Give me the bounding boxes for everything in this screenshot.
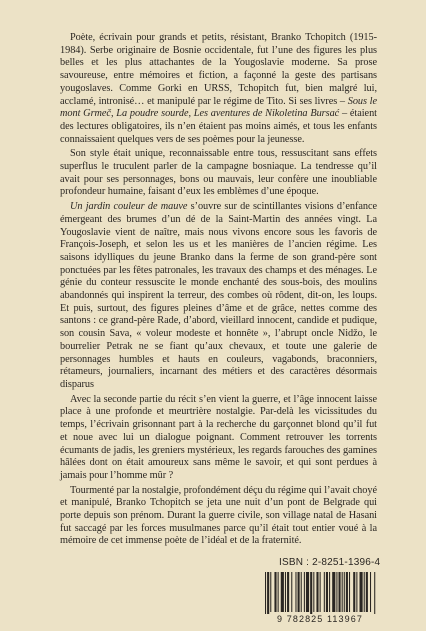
paragraph-4 xyxy=(60,394,377,483)
italic-title: Sous le mont Grmeč, La poudre sourde, Les aventures de Nikoletina Bursać xyxy=(60,95,378,120)
barcode-bars xyxy=(261,572,379,616)
barcode-bar xyxy=(332,572,335,612)
barcode-bar xyxy=(291,572,292,612)
barcode-bar xyxy=(349,572,350,612)
barcode-bar xyxy=(324,572,325,612)
barcode-bar xyxy=(353,572,355,612)
barcode-bar xyxy=(336,572,337,612)
paragraph-1 xyxy=(60,32,377,146)
barcode-bar xyxy=(329,572,330,612)
barcode-bar xyxy=(270,572,271,612)
barcode-bar xyxy=(301,572,302,612)
barcode-digits: 9 782825 113967 xyxy=(261,614,379,624)
barcode-bar xyxy=(346,572,348,612)
paragraph-text: s’ouvre sur de scintillantes visions d’enfance émergeant des brumes d’un dé de la Saint-Martin des années vingt. La Yougoslavie vient de naître, mais nous vivons encore sous les favoris de François-Joseph, et selon les us et les manières de l’ancien régime. Les saisons idylliques du jeune Branko dans la ferme de son grand-père sont ponctuées par les fêtes patronales, les travaux des champs et des ménages. Le génie du conteur ressuscite le monde enchanté des sous-bois, des moulins abandonnés qui inspirent la terreur, des combes où rôdent, dit-on, les loups. Et puis, surtout, des figures pleines d’âme et de grâce, nettes comme des santons : ce grand-père Rade, d’abord, vieillard innocent, candide et pudique, son cousin Sava, « voleur modeste et honnête », l’abrupt oncle Nidžo, le bourrelier Petrak ne se fiant qu’aux chevaux, et toute une galerie de personnages humbles et hauts en couleurs, vagabonds, braconniers, rétameurs, journaliers, incarnant des métiers et des caractères désormais disparus xyxy=(60,201,377,390)
barcode-bar xyxy=(281,572,284,612)
back-cover-text xyxy=(60,32,377,548)
paragraph-text: Poète, écrivain pour grands et petits, résistant, Branko Tchopitch (1915-1984). Serbe originaire de Bosnie occidentale, fut l’une des figures les plus belles et les plus attachantes de la Yougoslavie moderne. Sa prose savoureuse, entre mémoires et fiction, a façonné la geste des partisans yougoslaves. Comme Gorki en URSS, Tchopitch fut, bien malgré lui, acclamé, intronisé… et manipulé par le régime de Tito. Si ses livres – xyxy=(60,32,377,107)
barcode-bar xyxy=(364,572,365,612)
paragraph-text: Avec la seconde partie du récit s’en vient la guerre, et l’âge innocent laisse place à une profonde et meurtrière nostalgie. Par-delà les vicissitudes du temps, l’écrivain grisonnant part à la recherche du garçonnet blond qu’il fut et noue avec lui un dialogue poignant. Comment retrouver les torrents écumants de jadis, les greniers mystérieux, les regards farouches des gamines hâlées dont on était amoureux sans même le savoir, et qui sont perdues à jamais pour l’homme mûr ? xyxy=(60,393,377,481)
barcode-bar xyxy=(360,572,363,612)
barcode-bar xyxy=(274,572,276,612)
italic-title: Un jardin couleur de mauve xyxy=(70,201,188,213)
barcode-bar xyxy=(306,572,309,612)
barcode-bar xyxy=(374,572,375,616)
paragraph-2 xyxy=(60,148,377,199)
barcode-bar xyxy=(320,572,321,612)
barcode-bar xyxy=(278,572,279,612)
paragraph-text: Tourmenté par la nostalgie, profondément déçu du régime qui l’avait choyé et manipulé, Branko Tchopitch se jeta une nuit d’un pont de Belgrade qui porte depuis son prénom. Durant la guerre civile, son village natal de Hasani fut saccagé par les forces musulmanes parce qu’il était tout entier voué à la mémoire de cet immense poète de l’idéal et de la fraternité. xyxy=(60,484,378,547)
barcode-bar xyxy=(316,572,318,612)
barcode-bar xyxy=(344,572,345,612)
barcode-bar xyxy=(304,572,305,612)
paragraph-text: Son style était unique, reconnaissable entre tous, ressuscitant sans effets superflus le truculent parler de la campagne bosniaque. La tendresse qu’il avait pour ses personnages, bons ou mauvais, leur confère une inoubliable profondeur humaine, faisant d’eux les emblèmes d’une époque. xyxy=(60,148,377,198)
barcode-bar xyxy=(267,572,269,616)
barcode-bar xyxy=(326,572,328,612)
barcode-bar xyxy=(366,572,368,612)
barcode-bar xyxy=(295,572,296,612)
barcode-bar xyxy=(313,572,314,612)
barcode-bar xyxy=(287,572,289,612)
paragraph-5 xyxy=(60,485,377,549)
barcode-bar xyxy=(356,572,357,612)
barcode-bar xyxy=(285,572,286,612)
barcode xyxy=(261,572,379,622)
paragraph-3 xyxy=(60,201,377,392)
barcode-bar xyxy=(342,572,343,612)
barcode-bar xyxy=(265,572,266,616)
barcode-bar xyxy=(310,572,312,616)
barcode-bar xyxy=(298,572,300,612)
isbn-label: ISBN : 2-8251-1396-4 xyxy=(279,557,381,568)
barcode-bar xyxy=(370,572,371,612)
barcode-bar xyxy=(339,572,341,612)
paragraph-text: – étaient des lectures obligatoires, ils n’en étaient pas moins aimés, et tous les enfants connaissaient quelques vers de ses poèmes pour la jeunesse. xyxy=(60,108,377,145)
